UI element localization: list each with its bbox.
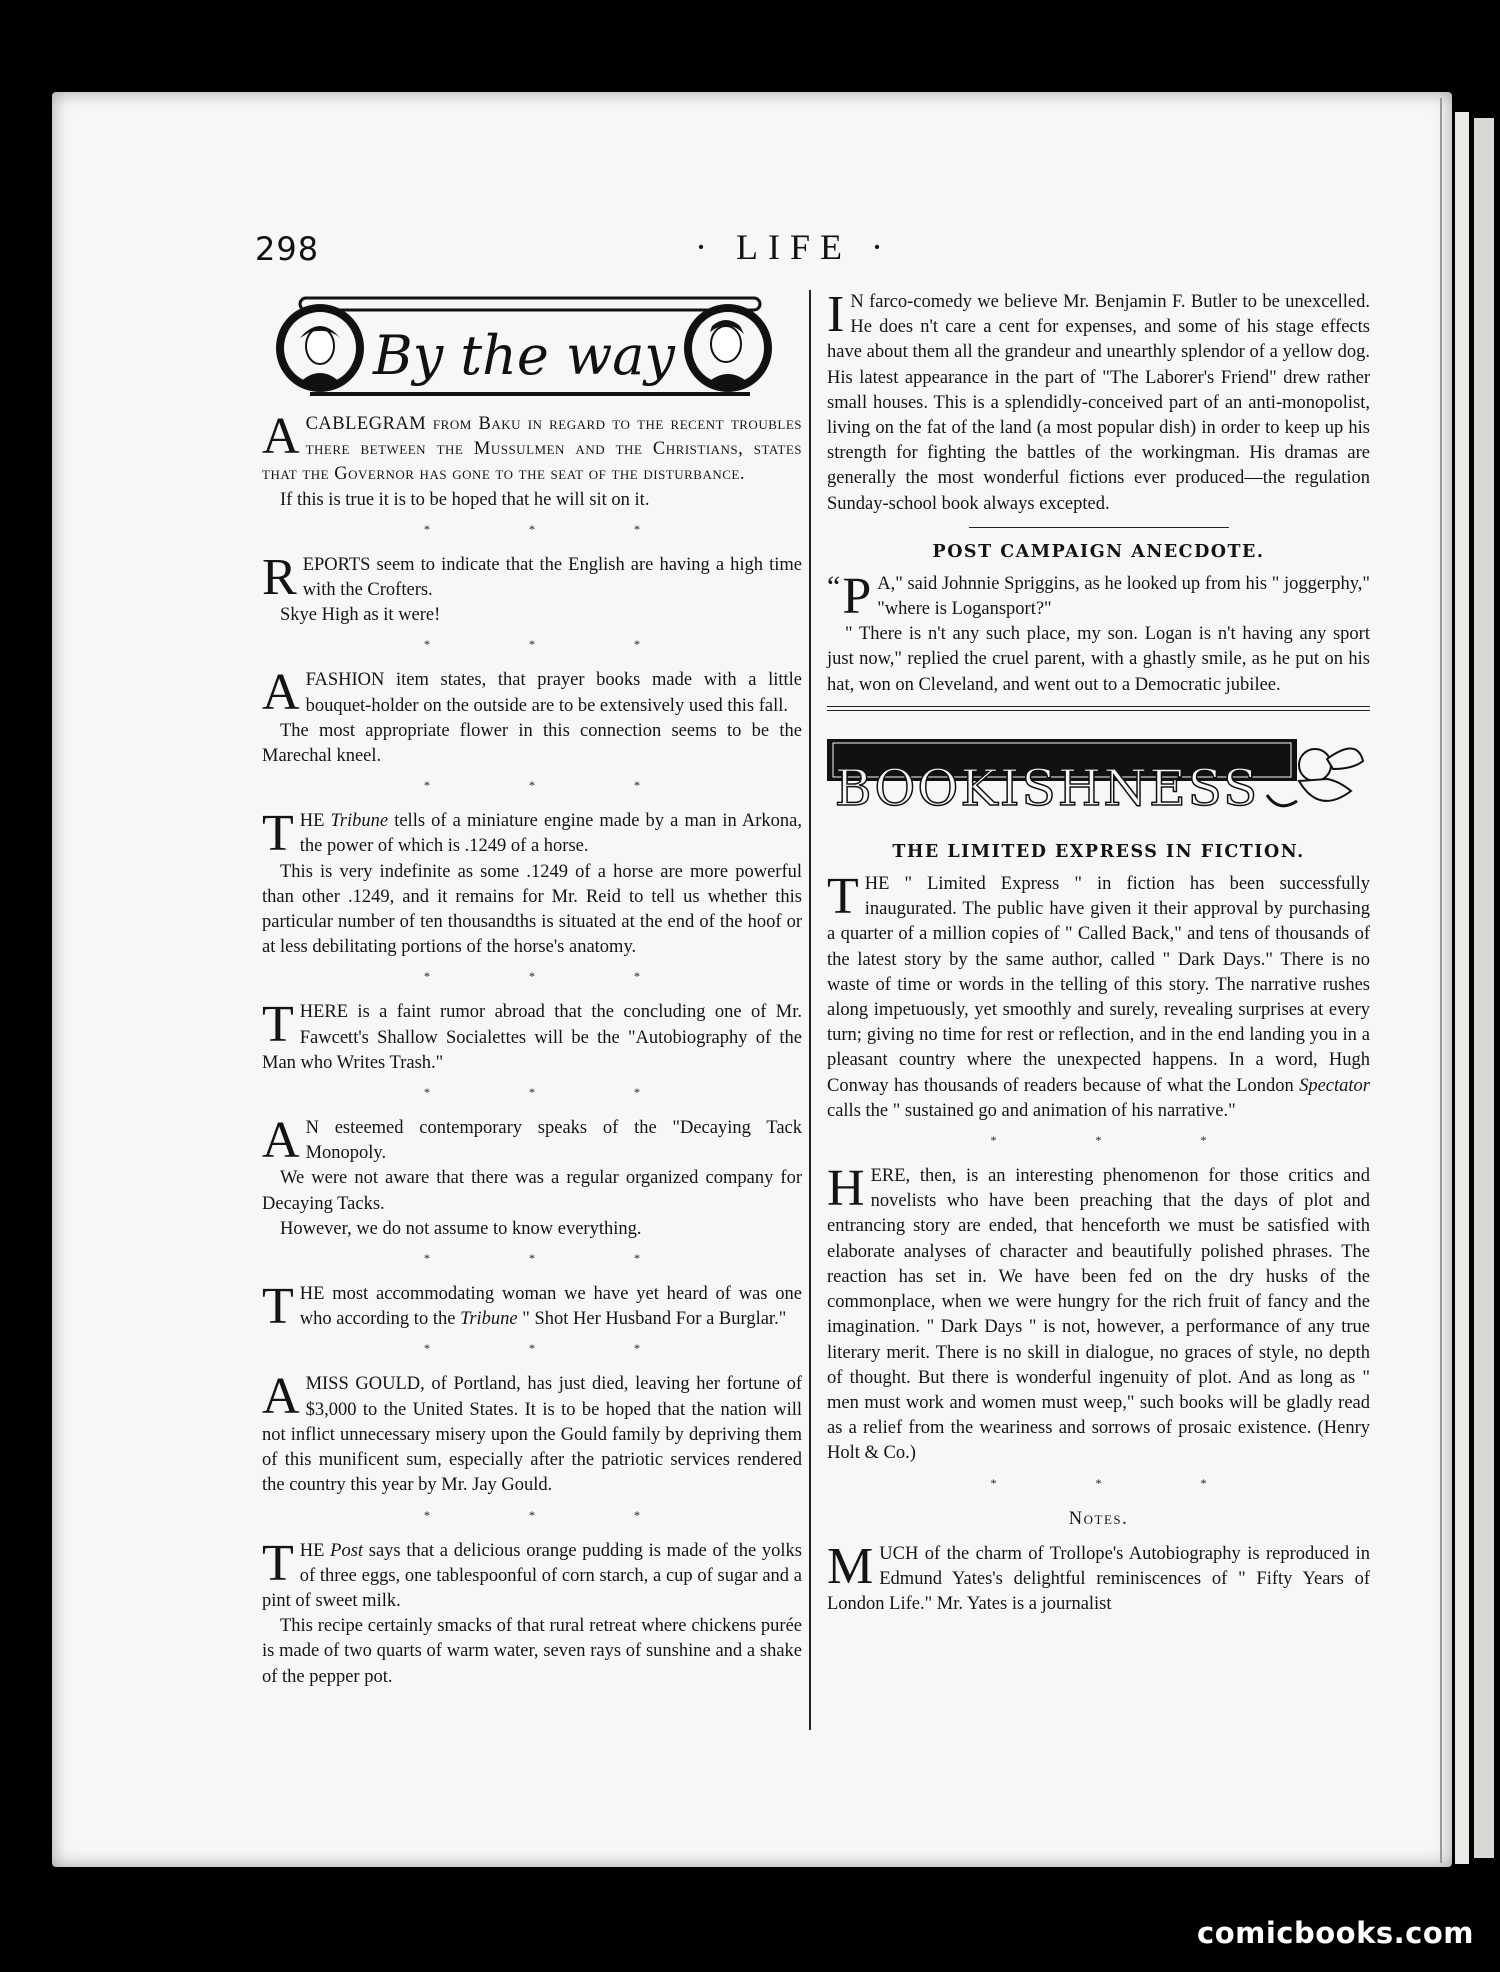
section-separator: * * * xyxy=(424,1507,688,1522)
drop-cap: T xyxy=(262,1534,294,1592)
next-page-edge xyxy=(1455,112,1469,1864)
article-text: A," said Johnnie Spriggins, as he looked up from his " joggerphy," "where is Logansport?" xyxy=(877,573,1370,620)
bookishness-banner xyxy=(827,729,1367,824)
article-fawcett xyxy=(262,996,802,1076)
article-text: Skye High as it were! xyxy=(280,605,441,626)
right-column xyxy=(827,286,1370,1617)
article-tack-monopoly xyxy=(262,1112,802,1242)
article-text: This is very indefinite as some .1249 of a horse are more powerful than other .1249, and it remains for Mr. Reid to tell us whether this particular number of ten thousandths is situated at the end of the hoof or at less debilitating portions of the horse's anatomy. xyxy=(262,861,802,958)
section-separator: * * * xyxy=(424,637,688,652)
article-text: CABLEGRAM from Baku in regard to the recent troubles there between the Mussulmen and the Christians, states that the Governor has gone to the seat of the disturbance. xyxy=(262,414,802,485)
source-watermark: comicbooks.com xyxy=(1197,1916,1474,1950)
drop-cap: I xyxy=(827,286,845,343)
drop-cap: R xyxy=(262,548,297,606)
drop-cap: T xyxy=(262,996,294,1054)
article-text: MISS GOULD, of Portland, has just died, leaving her fortune of $3,000 to the United States. It is to be hoped that the nation will not inflict unnecessary misery upon the Gould family by depriving them of this munificent sum, especially after the patriotic services rendered the country this year by Mr. Jay Gould. xyxy=(262,1374,802,1496)
double-rule xyxy=(827,706,1370,711)
masthead-title: · LIFE · xyxy=(695,227,893,267)
italic-publication: Tribune xyxy=(330,811,389,832)
section-heading-limited-express: THE LIMITED EXPRESS IN FICTION. xyxy=(892,842,1305,863)
next-page-edge-outer xyxy=(1474,118,1494,1858)
drop-cap: T xyxy=(827,868,859,926)
article-text: The most appropriate flower in this connection seems to be the Marechal kneel. xyxy=(262,720,802,767)
article-text: This recipe certainly smacks of that rural retreat where chickens purée is made of two quarts of warm water, seven rays of sunshine and a shake of the pepper pot. xyxy=(262,1616,802,1687)
page-gutter xyxy=(1440,98,1442,1863)
article-text: However, we do not assume to know everything. xyxy=(280,1218,642,1239)
by-the-way-title: By the way xyxy=(373,324,675,387)
left-column xyxy=(262,408,802,1690)
section-heading-anecdote: POST CAMPAIGN ANECDOTE. xyxy=(932,541,1265,562)
italic-publication: Spectator xyxy=(1299,1075,1370,1096)
italic-publication: Post xyxy=(330,1540,364,1561)
article-text: HERE is a faint rumor abroad that the concluding one of Mr. Fawcett's Shallow Socialettes will be the "Autobiography of the Man who Writes Trash." xyxy=(262,1002,802,1073)
drop-cap: T xyxy=(262,805,294,863)
article-engine: THE Tribune tells of a miniature engine made by a man in Arkona, the power of which is .1249 of a horse. This is very indefinite as some .1249 of a horse are more powerful than other .1249, and it remains for Mr. Reid to tell us whether this particular number of ten thousandths is situated at the end of the hoof or at less debilitating portions of the horse's anatomy. xyxy=(262,809,802,960)
article-pudding: THE Post says that a delicious orange pudding is made of the yolks of three eggs, one tablespoonful of corn starch, a cup of sugar and a pint of sweet milk. This recipe certainly smacks of that rural retreat where chickens purée is made of two quarts of warm water, seven rays of sunshine and a shake of the pepper pot. xyxy=(262,1539,802,1690)
page-number: 298 xyxy=(255,230,320,268)
drop-cap: A xyxy=(262,408,300,465)
short-rule xyxy=(969,527,1229,528)
article-text: ERE, then, is an interesting phenomenon for those critics and novelists who have been preaching that the days of plot and entrancing story are ended, that henceforth we must be satisfied with elaborate analyses of character and beautifully polished phrases. The reaction has set in. We have been fed on the dry husks of the commonplace, when we were hungry for the rich fruit of fancy and the imagination. " Dark Days " is not, however, a performance of any true literary merit. There is no skill in dialogue, no graces of style, no depth of thought. But there is wonderful ingenuity of plot. And as long as " men must work and women must weep," such books will be gladly read as a relief from the weariness and sorrows of prosaic existence. (Henry Holt & Co.) xyxy=(827,1166,1370,1464)
drop-cap: M xyxy=(827,1537,874,1595)
article-gould xyxy=(262,1368,802,1498)
article-baku xyxy=(262,408,802,513)
section-separator: * * * xyxy=(424,521,688,536)
italic-publication: Tribune xyxy=(460,1309,518,1330)
bookishness-title: BOOKISHNESS xyxy=(834,758,1260,817)
page-header xyxy=(255,226,1375,276)
article-text: " There is n't any such place, my son. Logan is n't having any sport just now," replied the cruel parent, with a ghastly smile, as he put on his hat, won on Cleveland, and went out to a Democratic jubilee. xyxy=(827,624,1370,695)
section-separator: * * * xyxy=(424,1341,688,1356)
section-heading-notes: Notes. xyxy=(1068,1508,1129,1529)
section-separator: * * * xyxy=(424,1085,688,1100)
drop-cap: H xyxy=(827,1160,865,1218)
article-limited-express: THE " Limited Express " in fiction has been successfully inaugurated. The public have given it their approval by purchasing a quarter of a million copies of " Called Back," and tens of thousands of the latest story by the same author, called " Dark Days." There is no waste of time or words in the telling of this story. The narrative rushes along impetuously, yet smoothly and surely, revealing surprises at every turn; giving no time for rest or reflection, and in the end landing you in a pleasant country where the unexpected happens. In a word, Hugh Conway has thousands of readers because of what the London Spectator calls the " sustained go and animation of his narrative." xyxy=(827,868,1370,1121)
article-text: N farco-comedy we believe Mr. Benjamin F. Butler to be unexcelled. He does n't care a cent for expenses, and some of his stage effects have about them all the grandeur and unearthly splendor of a yellow dog. His latest appearance in the part of "The Laborer's Friend" drew rather small houses. This is a splendidly-conceived part of an anti-monopolist, living on the fat of the land (a most popular dish) in order to keep up his strength for fighting the battles of the workingman. His dramas are generally the most wonderful fictions ever produced—the regulation Sunday-school book always excepted. xyxy=(827,292,1370,514)
article-butler xyxy=(827,286,1370,517)
by-the-way-banner xyxy=(270,296,785,401)
article-text: FASHION item states, that prayer books made with a little bouquet-holder on the outside are to be extensively used this fall. xyxy=(305,670,802,716)
article-burglar: THE most accommodating woman we have yet heard of was one who according to the Tribune " Shot Her Husband For a Burglar." xyxy=(262,1278,802,1336)
column-divider xyxy=(809,290,811,1730)
article-text: N esteemed contemporary speaks of the "Decaying Tack Monopoly. xyxy=(305,1118,802,1164)
drop-cap: A xyxy=(262,664,300,722)
drop-cap: T xyxy=(262,1278,294,1336)
article-text: UCH of the charm of Trollope's Autobiography is reproduced in Edmund Yates's delightful reminiscences of " Fifty Years of London Life." Mr. Yates is a journalist xyxy=(827,1543,1370,1615)
section-separator: * * * xyxy=(990,1133,1255,1148)
article-text: If this is true it is to be hoped that he will sit on it. xyxy=(280,489,650,510)
article-text: EPORTS seem to indicate that the English are having a high time with the Crofters. xyxy=(302,554,802,601)
article-dark-days xyxy=(827,1160,1370,1466)
article-crofters xyxy=(262,548,802,629)
article-prayer-books xyxy=(262,664,802,769)
drop-cap: A xyxy=(262,1368,300,1426)
section-separator: * * * xyxy=(990,1475,1255,1490)
drop-cap: P xyxy=(842,567,872,625)
section-separator: * * * xyxy=(424,969,688,984)
article-anecdote: “ P A," said Johnnie Spriggins, as he looked up from his " joggerphy," "where is Logansport?" " There is n't any such place, my son. Logan is n't having any sport just now," replied the cruel parent, with a ghastly smile, as he put on his hat, won on Cleveland, and went out to a Democratic jubilee. xyxy=(827,572,1370,698)
section-separator: * * * xyxy=(424,1251,688,1266)
article-text: We were not aware that there was a regular organized company for Decaying Tacks. xyxy=(262,1168,802,1214)
section-separator: * * * xyxy=(424,778,688,793)
article-trollope xyxy=(827,1537,1370,1618)
drop-cap: A xyxy=(262,1112,300,1170)
